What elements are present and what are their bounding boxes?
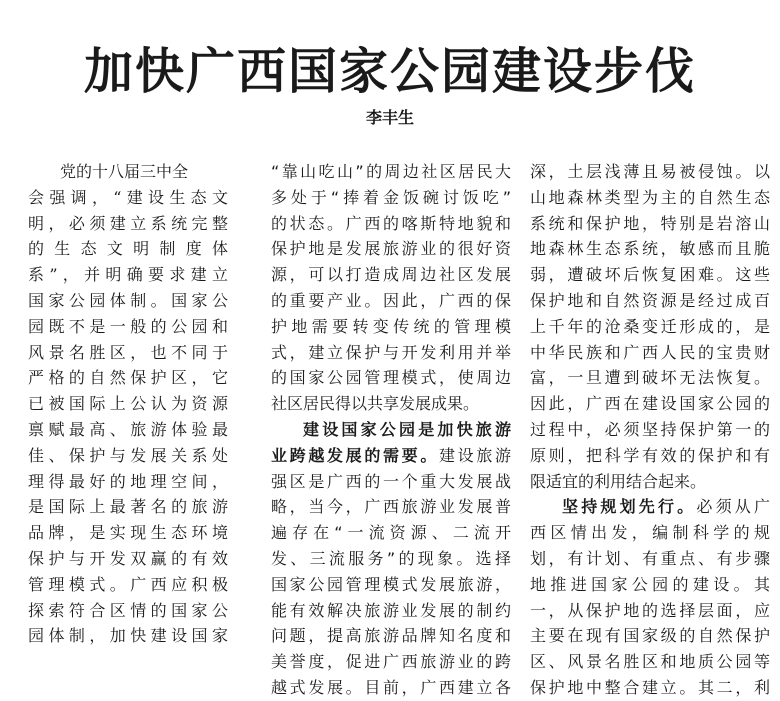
text-line: 限适宜的利用结合起来。 <box>530 471 707 491</box>
text-line: 是国际上最著名的旅游 <box>28 497 228 517</box>
text-line: 美誉度，促进广西旅游业的跨 <box>271 652 511 672</box>
column-3 <box>530 159 770 701</box>
text-line: 一，从保护地的选择层面，应 <box>530 600 770 620</box>
column-1 <box>28 159 228 649</box>
text-line: 禀赋最高、旅游体验最 <box>28 419 228 439</box>
text-line: 富，一旦遭到破坏无法恢复。 <box>530 368 770 388</box>
text-line: 品牌，是实现生态环境 <box>28 523 228 543</box>
author-name: 李丰生 <box>365 108 414 127</box>
text-line: 越式发展。目前，广西建立各 <box>271 677 511 697</box>
text-line: 社区居民得以共享发展成果。 <box>271 394 480 414</box>
text-line: 略，当今，广西旅游业发展普 <box>271 497 511 517</box>
text-line: 风景名胜区，也不同于 <box>28 342 228 362</box>
text-line: 地森林生态系统，敏感而且脆 <box>530 239 770 259</box>
text-line: 管理模式。广西应积极 <box>28 574 228 594</box>
text-line: 源，可以打造成周边社区发展 <box>271 265 511 285</box>
text-line: 过程中，必须坚持保护第一的 <box>530 419 770 439</box>
text-line: 保护地和自然资源是经过成百 <box>530 290 770 310</box>
text-line <box>271 443 511 469</box>
text-line: 国家公园管理模式发展旅游， <box>271 574 511 594</box>
text-line: 弱，遭破坏后恢复困难。这些 <box>530 265 770 285</box>
text-line: 明，必须建立系统完整 <box>28 213 228 233</box>
text-line: “靠山吃山”的周边社区居民大 <box>271 162 511 181</box>
section-heading-end: 业跨越发展的需要。 <box>271 445 439 465</box>
text-line: 西区情出发，编制科学的规 <box>530 523 770 543</box>
text-line: 地推进国家公园的建设。其 <box>530 574 770 594</box>
text-line: 保护地中整合建立。其二，利 <box>530 677 770 697</box>
text-line: 强区是广西的一个重大发展战 <box>271 471 511 491</box>
text-line: 深，土层浅薄且易被侵蚀。以 <box>530 162 770 181</box>
text-line: 中华民族和广西人民的宝贵财 <box>530 342 770 362</box>
text-line: 能有效解决旅游业发展的制约 <box>271 600 511 620</box>
text-line: 会强调，“建设生态文 <box>28 187 228 207</box>
text-line <box>530 494 770 520</box>
text-line: 系”，并明确要求建立 <box>28 265 228 285</box>
text-line: 的状态。广西的喀斯特地貌和 <box>271 213 511 233</box>
text-line: 保护地是发展旅游业的很好资 <box>271 239 511 259</box>
text-line: 园既不是一般的公园和 <box>28 316 228 336</box>
text-line: 系统和保护地，特别是岩溶山 <box>530 213 770 233</box>
text-line: 党的十八届三中全 <box>60 162 189 181</box>
text-line: 发、三流服务”的现象。选择 <box>271 548 511 568</box>
text-line: 国家公园体制。国家公 <box>28 290 228 310</box>
section-heading: 坚持规划先行。 <box>562 497 697 517</box>
text-line: 区、风景名胜区和地质公园等 <box>530 652 770 672</box>
text-line: 问题，提高旅游品牌知名度和 <box>271 626 511 646</box>
text-line: 的生态文明制度体 <box>28 239 228 259</box>
text-line: 划，有计划、有重点、有步骤 <box>530 548 770 568</box>
text-fragment: 建设旅游 <box>438 445 511 465</box>
text-line: 的国家公园管理模式，使周边 <box>271 368 511 388</box>
text-line: 遍存在“一流资源、二流开 <box>271 523 511 543</box>
text-line: 园体制，加快建设国家 <box>28 626 228 646</box>
text-line: 已被国际上公认为资源 <box>28 394 228 414</box>
text-line: 山地森林类型为主的自然生态 <box>530 187 770 207</box>
text-line: 的重要产业。因此，广西的保 <box>271 290 511 310</box>
text-line: 探索符合区情的国家公 <box>28 600 228 620</box>
text-line: 因此，广西在建设国家公园的 <box>530 394 770 414</box>
text-line: 佳、保护与发展关系处 <box>28 445 228 465</box>
text-line: 原则，把科学有效的保护和有 <box>530 445 770 465</box>
text-line: 多处于“捧着金饭碗讨饭吃” <box>271 187 511 207</box>
section-heading: 建设国家公园是加快旅游 <box>303 419 511 439</box>
text-fragment: 必须从广 <box>696 497 770 517</box>
text-line: 理得最好的地理空间， <box>28 471 228 491</box>
text-line: 式，建立保护与开发利用并举 <box>271 342 511 362</box>
text-line: 保护与开发双赢的有效 <box>28 548 228 568</box>
column-2 <box>271 159 511 701</box>
text-line: 主要在现有国家级的自然保护 <box>530 626 770 646</box>
article-title: 加快广西国家公园建设步伐 <box>83 43 696 100</box>
text-line: 上千年的沧桑变迁形成的，是 <box>530 316 770 336</box>
text-line: 严格的自然保护区，它 <box>28 368 228 388</box>
text-line: 护地需要转变传统的管理模 <box>271 316 511 336</box>
